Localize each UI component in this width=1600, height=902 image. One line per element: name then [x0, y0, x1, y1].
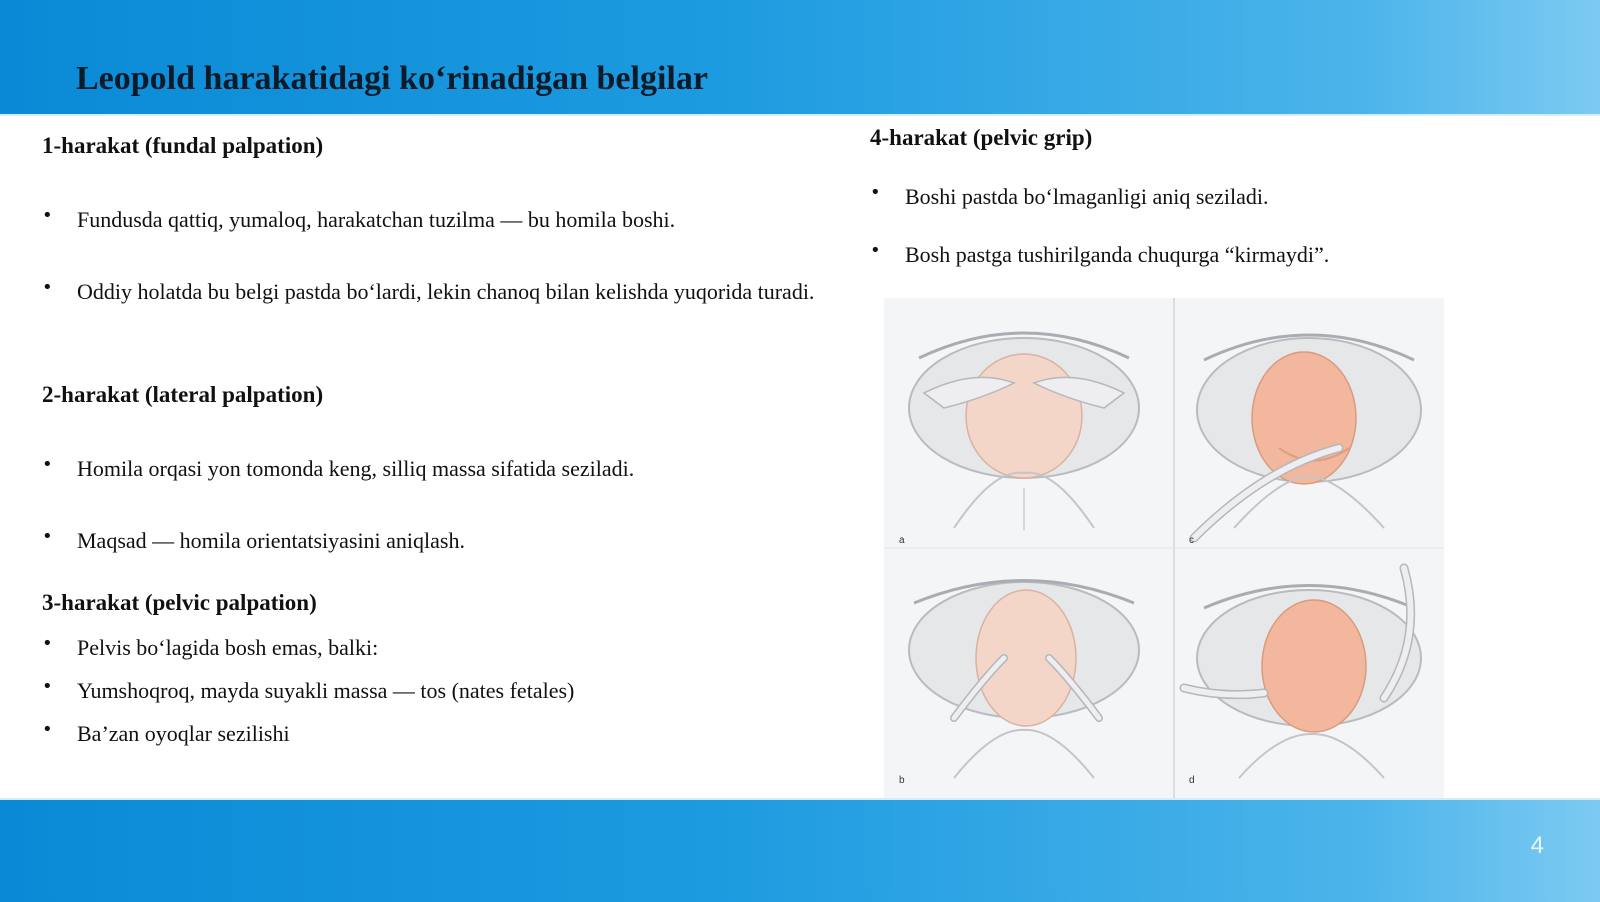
bullet-dot-icon: • [42, 526, 53, 547]
section-heading-3: 3-harakat (pelvic palpation) [42, 590, 317, 615]
bullet-item: • Ba’zan oyoqlar sezilishi [42, 719, 832, 748]
bullet-item: • Fundusda qattiq, yumaloq, harakatchan tuzilma — bu homila boshi. [42, 205, 832, 234]
footer-bar [0, 798, 1600, 902]
bullet-item: • Homila orqasi yon tomonda keng, silliq massa sifatida seziladi. [42, 454, 832, 483]
panel-label-c: c [1189, 535, 1194, 546]
bullet-item: • Yumshoqroq, mayda suyakli massa — tos (nates fetales) [42, 676, 832, 705]
bullet-item: • Maqsad — homila orientatsiyasini aniqlash. [42, 526, 832, 555]
bullet-dot-icon: • [42, 633, 53, 654]
panel-label-a: a [899, 535, 905, 546]
slide-title: Leopold harakatidagi ko‘rinadigan belgilar [76, 60, 708, 97]
section-heading-1: 1-harakat (fundal palpation) [42, 133, 324, 158]
section-heading-2: 2-harakat (lateral palpation) [42, 382, 324, 407]
bullet-item: • Bosh pastga tushirilganda chuqurga “kirmaydi”. [870, 240, 1530, 269]
header-bar [0, 0, 1600, 116]
page-number: 4 [1530, 832, 1544, 859]
bullet-item: • Oddiy holatda bu belgi pastda bo‘lardi, lekin chanoq bilan kelishda yuqorida turadi. [42, 277, 832, 306]
panel-label-b: b [899, 775, 905, 786]
bullet-dot-icon: • [42, 205, 53, 226]
bullet-dot-icon: • [42, 719, 53, 740]
bullet-dot-icon: • [42, 676, 53, 697]
leopold-maneuvers-illustration [884, 298, 1444, 798]
bullet-dot-icon: • [42, 277, 53, 298]
section-heading-4: 4-harakat (pelvic grip) [870, 125, 1093, 150]
bullet-item: • Pelvis bo‘lagida bosh emas, balki: [42, 633, 832, 662]
bullet-dot-icon: • [870, 182, 881, 203]
bullet-dot-icon: • [870, 240, 881, 261]
bullet-item: • Boshi pastda bo‘lmaganligi aniq seziladi. [870, 182, 1530, 211]
panel-label-d: d [1189, 775, 1195, 786]
bullet-dot-icon: • [42, 454, 53, 475]
illustration-svg [884, 298, 1444, 798]
